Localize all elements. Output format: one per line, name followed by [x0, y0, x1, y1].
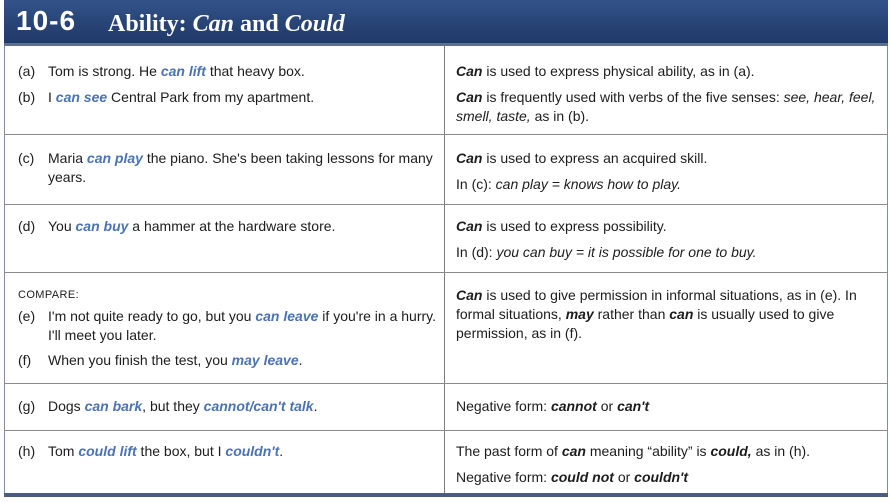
explanation-physical-ability: Can is used to express physical ability, as in (a). [456, 63, 755, 79]
example-a: (a) Tom is strong. He can lift that heavy box. [18, 63, 305, 79]
example-d: (d) You can buy a hammer at the hardware store. [18, 218, 336, 234]
example-cell-row2 [18, 149, 438, 187]
explanation-possibility: Can is used to express possibility. [456, 218, 667, 234]
explanation-negative-could: Negative form: could not or couldn't [456, 469, 689, 485]
explanation-acquired-skill: Can is used to express an acquired skill. [456, 150, 708, 166]
example-h: (h) Tom could lift the box, but I couldn't. [18, 443, 284, 459]
explanation-cell-row2 [456, 149, 876, 194]
chart-title: Ability: Can and Could [108, 11, 345, 37]
chart-header [4, 0, 888, 43]
example-cell-row6 [18, 442, 438, 461]
explanation-cell-row1 [456, 62, 876, 126]
example-b: (b) I can see Central Park from my apartment. [18, 89, 315, 105]
column-divider [444, 46, 445, 496]
row-divider [4, 430, 888, 431]
row-divider [4, 204, 888, 205]
example-g: (g) Dogs can bark, but they cannot/can't talk. [18, 398, 318, 414]
chart-number: 10-6 [16, 5, 77, 36]
explanation-cell-row4 [456, 286, 876, 343]
chart-bottom-rule [4, 493, 888, 497]
explanation-cell-row3 [456, 217, 876, 262]
example-cell-row1 [18, 62, 438, 107]
example-cell-row5 [18, 397, 438, 416]
row-divider [4, 134, 888, 135]
explanation-cell-row5 [456, 397, 876, 416]
example-f: (f) When you finish the test, you may leave. [18, 352, 303, 368]
explanation-past-form: The past form of can meaning “ability” is could, as in (h). [456, 443, 811, 459]
example-e: (e) I'm not quite ready to go, but you can leave if you're in a hurry. I'll meet you later. [18, 308, 436, 343]
example-cell-row4 [18, 286, 438, 370]
example-c: (c) Maria can play the piano. She's been taking lessons for many years. [18, 150, 433, 185]
row-divider [4, 272, 888, 273]
explanation-cell-row6 [456, 442, 876, 487]
explanation-permission: Can is used to give permission in informal situations, as in (e). In formal situations, may rather than can is usually used to give permission, as in (f). [456, 287, 857, 341]
explanation-five-senses: Can is frequently used with verbs of the five senses: see, hear, feel, smell, taste, as in (b). [456, 89, 876, 124]
explanation-example-c: In (c): can play = knows how to play. [456, 176, 682, 192]
example-cell-row3 [18, 217, 438, 236]
row-divider [4, 383, 888, 384]
compare-label: COMPARE: [18, 289, 80, 301]
header-rule [4, 43, 888, 46]
explanation-negative-can: Negative form: cannot or can't [456, 398, 650, 414]
explanation-example-d: In (d): you can buy = it is possible for one to buy. [456, 244, 757, 260]
